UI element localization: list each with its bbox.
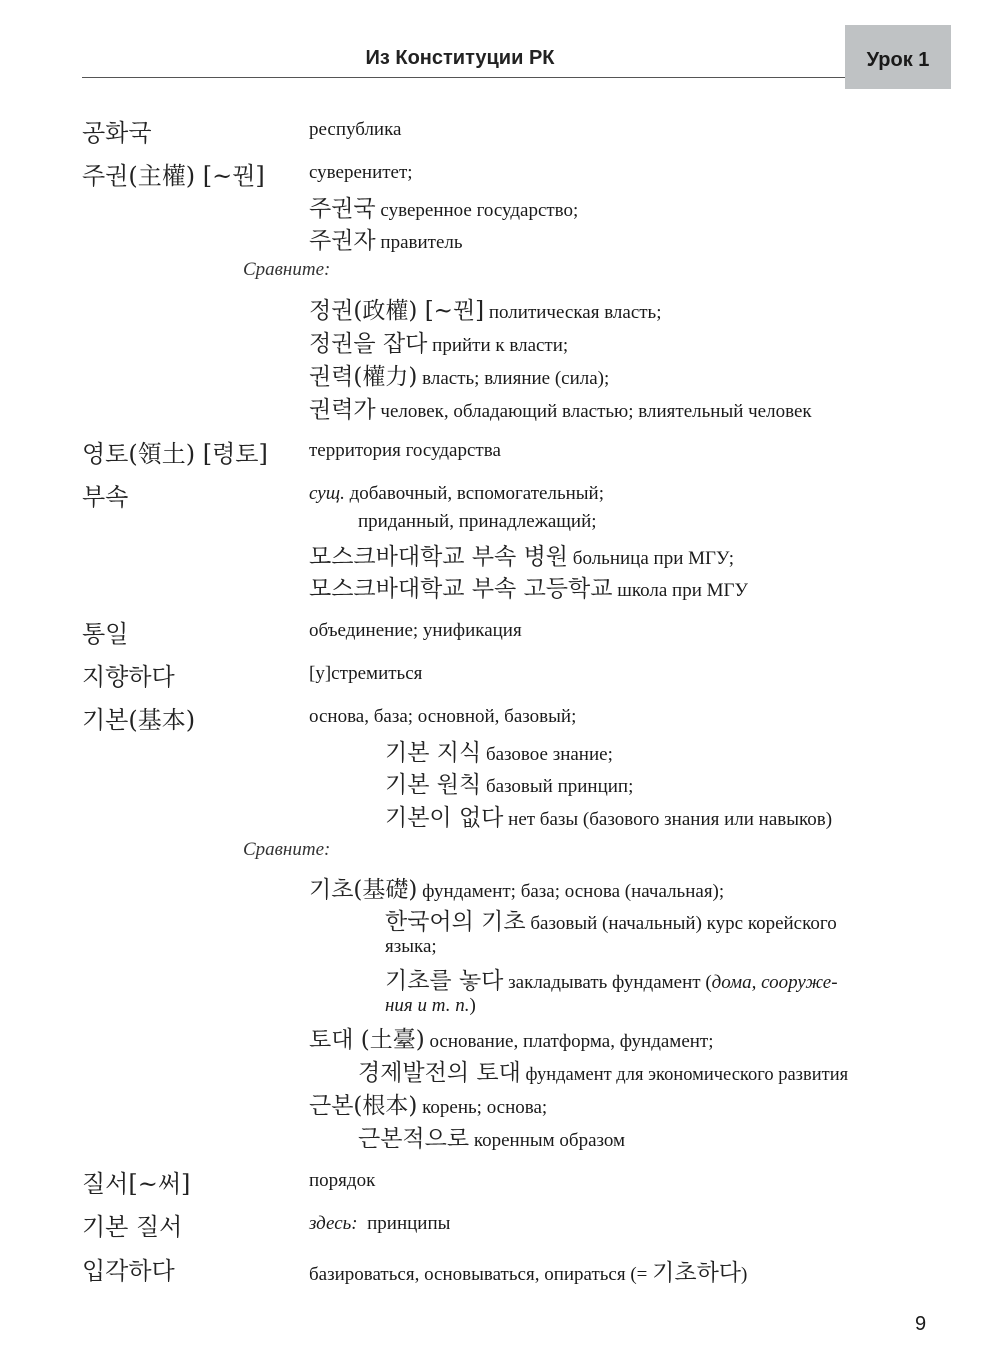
headword: 입각하다 <box>82 1257 175 1285</box>
example-line <box>309 325 568 358</box>
translation-text: принципы <box>357 1213 451 1234</box>
example-line <box>309 1087 547 1120</box>
example-korean: 토대 (土臺) <box>309 1027 425 1053</box>
header-rule <box>82 77 852 78</box>
headword: 통일 <box>82 620 129 648</box>
example-korean: 정권(政權) [~꿘] <box>309 298 485 324</box>
translation: порядок <box>309 1170 376 1191</box>
example-korean: 근본(根本) <box>309 1093 418 1119</box>
example-russian: больница при МГУ; <box>568 548 735 569</box>
example-line <box>309 190 578 223</box>
example-russian: корень; основа; <box>417 1097 548 1118</box>
translation <box>309 1213 450 1235</box>
example-line <box>309 1021 714 1054</box>
translation-text: базироваться, основываться, опираться (= <box>309 1264 653 1285</box>
example-line <box>309 391 812 424</box>
example-korean: 모스크바대학교 부속 병원 <box>309 544 569 570</box>
example-russian: закладывать фундамент ( <box>503 972 712 993</box>
headword: 부속 <box>82 483 129 511</box>
part-of-speech: сущ. <box>309 483 345 504</box>
example-korean: 기본 지식 <box>385 740 482 766</box>
headword: 지향하다 <box>82 663 175 691</box>
example-line <box>309 358 609 391</box>
example-russian: нет базы (базового знания или навыков) <box>503 809 833 830</box>
example-korean: 기본이 없다 <box>385 805 504 831</box>
example-russian-continued: языка; <box>385 936 437 957</box>
usage-note: здесь: <box>309 1213 358 1234</box>
example-korean: 기초를 놓다 <box>385 968 504 994</box>
example-line <box>358 1120 625 1153</box>
page-number: 9 <box>915 1313 927 1335</box>
example-russian: политическая власть; <box>484 302 662 323</box>
example-russian-continued <box>385 995 476 1017</box>
example-line <box>309 871 724 904</box>
example-line <box>309 538 734 571</box>
translation: территория государства <box>309 440 501 461</box>
example-line <box>385 734 613 767</box>
example-line <box>385 766 633 799</box>
example-korean: 근본적으로 <box>358 1126 470 1152</box>
translation: республика <box>309 119 402 140</box>
example-line <box>309 292 662 325</box>
example-russian: школа при МГУ <box>612 580 748 601</box>
example-russian: суверенное государство; <box>375 200 579 221</box>
translation: основа, база; основной, базовый; <box>309 706 577 727</box>
translation <box>309 483 604 505</box>
example-russian: коренным образом <box>469 1130 626 1151</box>
example-russian-italic: ния и т. п. <box>385 995 470 1016</box>
translation: объединение; унификация <box>309 620 522 641</box>
example-russian: базовый (начальный) курс корейского <box>525 913 837 934</box>
example-korean: 모스크바대학교 부속 고등학교 <box>309 576 613 602</box>
compare-label: Сравните: <box>243 839 331 860</box>
example-korean: 권력(權力) <box>309 364 418 390</box>
headword: 기본 질서 <box>82 1213 183 1241</box>
reference-korean: 기초하다 <box>652 1260 742 1286</box>
example-russian: базовое знание; <box>481 744 613 765</box>
compare-label: Сравните: <box>243 259 331 280</box>
example-korean: 기본 원칙 <box>385 772 482 798</box>
headword: 공화국 <box>82 119 152 147</box>
example-line <box>385 962 838 995</box>
example-korean: 주권자 <box>309 228 376 254</box>
example-russian: базовый принцип; <box>481 776 634 797</box>
headword: 질서[~써] <box>82 1170 191 1198</box>
translation-text: добавочный, вспомогательный; <box>344 483 604 504</box>
example-korean: 주권국 <box>309 196 376 222</box>
translation: [у]стремиться <box>309 663 423 684</box>
example-russian: прийти к власти; <box>427 335 569 356</box>
example-russian: фундамент для экономического развития <box>520 1065 849 1085</box>
closing-paren: ) <box>741 1264 748 1285</box>
example-line <box>385 799 832 832</box>
example-russian: основание, платформа, фундамент; <box>424 1031 714 1052</box>
lesson-tab: Урок 1 <box>845 25 951 89</box>
headword: 주권(主權) [~꿘] <box>82 162 265 190</box>
translation <box>309 1254 747 1287</box>
example-line <box>385 903 837 936</box>
closing-paren: ) <box>469 995 476 1016</box>
example-korean: 기초(基礎) <box>309 877 418 903</box>
example-korean: 권력가 <box>309 397 376 423</box>
example-line <box>309 570 748 603</box>
headword: 영토(領土) [령토] <box>82 440 268 468</box>
example-russian: власть; влияние (сила); <box>417 368 610 389</box>
example-russian-italic: дома, сооруже- <box>711 972 838 993</box>
example-russian: фундамент; база; основа (начальная); <box>417 881 725 902</box>
example-russian: человек, обладающий властью; влиятельный человек <box>375 401 812 422</box>
translation: суверенитет; <box>309 162 413 183</box>
example-korean: 경제발전의 토대 <box>358 1060 521 1086</box>
headword: 기본(基本) <box>82 706 196 734</box>
running-header-title: Из Конституции РК <box>365 47 555 69</box>
example-line <box>358 1054 848 1087</box>
example-korean: 정권을 잡다 <box>309 331 428 357</box>
translation-continued: приданный, принадлежащий; <box>358 511 597 532</box>
example-russian: правитель <box>375 232 463 253</box>
example-line <box>309 222 463 255</box>
example-korean: 한국어의 기초 <box>385 909 526 935</box>
